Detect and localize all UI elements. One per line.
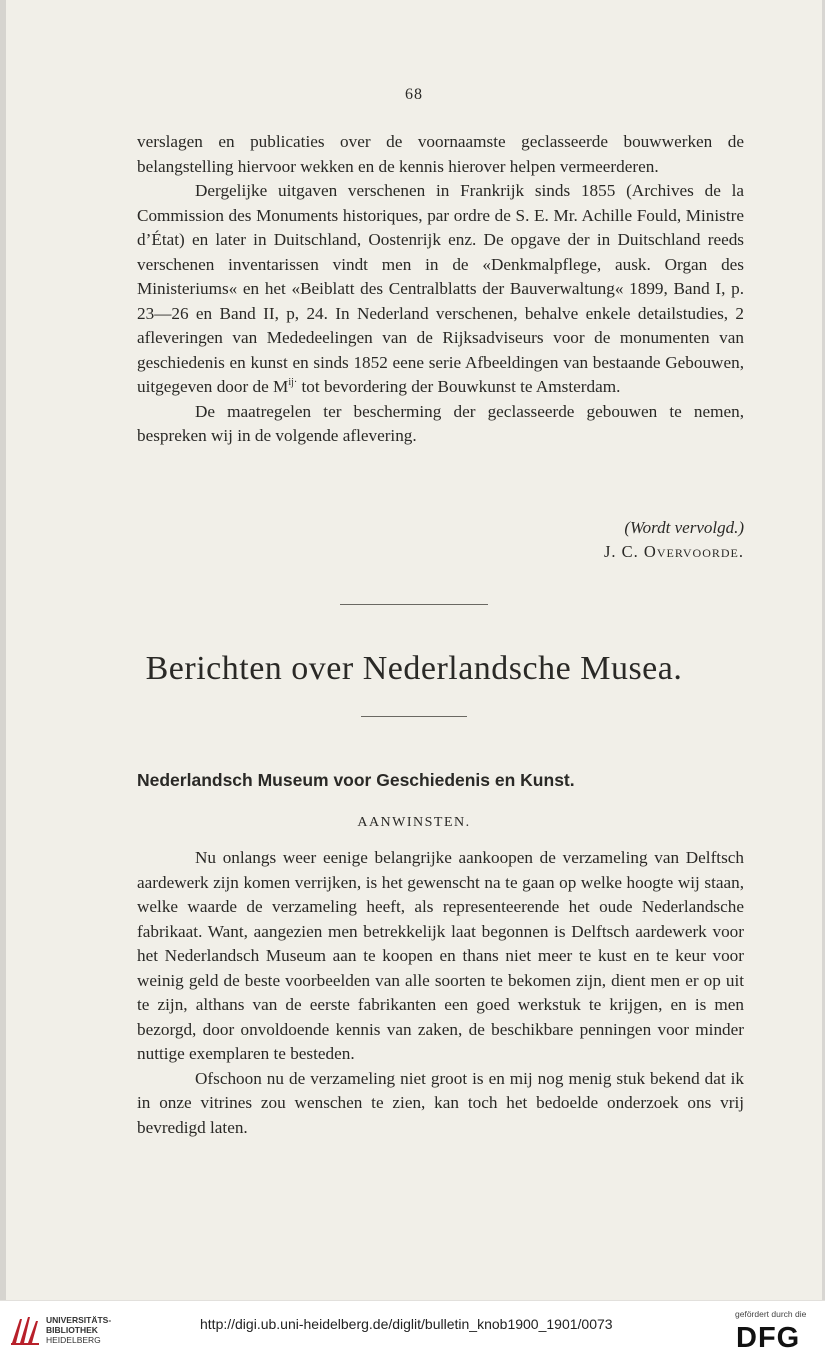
- paragraph: De maatregelen ter bescherming der geclasseerde gebouwen te nemen, bespreken wij in de volgende aflevering.: [137, 401, 744, 445]
- library-line: UNIVERSITÄTS-: [46, 1315, 112, 1325]
- scanned-page: [6, 0, 822, 1300]
- dfg-logo: DFG: [736, 1322, 801, 1354]
- text-block-bottom: [137, 846, 744, 1140]
- paragraph-text: Dergelijke uitgaven verschenen in Frankrijk sinds 1855 (Archives de la Commission des Monuments historiques, par ordre de S. E. Mr. Achille Fould, Ministre d’État) en later in Duitschland, Oostenrijk enz. De opgave der in Duitschland reeds verschenen inventarissen vindt men in de «Denkmalpflege, ausk. Organ des Ministeriums« en het «Beiblatt des Centralblatts der Bauverwaltung« 1899, Band I, p. 23—26 en Band II, p, 24. In Nederland verschenen, behalve enkele detailstudies, 2 afleveringen van Mededeelingen van de Rijksadviseurs voor de monumenten van geschiedenis en kunst en sinds 1852 eene serie Afbeeldingen van bestaande Gebouwen, uitgegeven door de: [137, 181, 744, 396]
- paragraph: Ofschoon nu de verzameling niet groot is en mij nog menig stuk bekend dat ik in onze vitrines zou wenschen te zien, kan toch het bedoelde onderzoek ons vrij bevredigd laten.: [137, 1068, 744, 1137]
- abbreviation: M: [273, 377, 289, 396]
- library-line: HEIDELBERG: [46, 1335, 101, 1345]
- funding-note: gefördert durch die: [735, 1309, 807, 1319]
- signature-block: [137, 518, 744, 568]
- section-title: Berichten over Nederlandsche Musea.: [145, 650, 683, 687]
- permalink-url[interactable]: http://digi.ub.uni-heidelberg.de/diglit/bulletin_knob1900_1901/0073: [200, 1316, 613, 1332]
- paragraph-tail: tot bevordering der Bouwkunst te Amsterdam.: [301, 377, 621, 396]
- text-block-top: [137, 130, 744, 449]
- superscript: ij·: [288, 377, 298, 388]
- university-library-name: [46, 1315, 111, 1345]
- footer-bar: [0, 1300, 825, 1362]
- university-library-logo-icon: [8, 1313, 42, 1349]
- continued-note: (Wordt vervolgd.): [624, 518, 744, 537]
- section-divider: [340, 604, 488, 605]
- aanwinsten-heading: AANWINSTEN.: [357, 815, 471, 830]
- library-line: BIBLIOTHEK: [46, 1325, 98, 1335]
- subsection-title: Nederlandsch Museum voor Geschiedenis en Kunst.: [137, 770, 575, 790]
- paragraph: [137, 179, 744, 400]
- title-divider: [361, 716, 467, 717]
- page-number: 68: [405, 86, 423, 103]
- paragraph: Nu onlangs weer eenige belangrijke aankoopen de verzameling van Delftsch aardewerk zijn komen verrijken, is het gewenscht na te gaan op welke hoogte wij staan, welke waarde de verzameling heeft, als representeerende het oude Nederlandsche fabrikaat. Want, aangezien men betrekkelijk laat begonnen is Delftsch aardewerk voor het Nederlandsch Museum aan te koopen en thans niet meer te kust en te keur voor weinig geld de beste voorbeelden van alle soorten te bekomen zijn, dient men er op uit te zijn, althans van de eerste fabrikanten een goed werkstuk te krijgen, en is men bezorgd, door onvoldoende kennis van zaken, de beschikbare penningen voor minder nuttige exemplaren te besteden.: [137, 848, 744, 1063]
- paragraph: verslagen en publicaties over de voornaamste geclasseerde bouwwerken de belangstelling hiervoor wekken en de kennis hierover helpen vermeerderen.: [137, 132, 744, 176]
- author-signature: J. C. Overvoorde.: [603, 542, 744, 561]
